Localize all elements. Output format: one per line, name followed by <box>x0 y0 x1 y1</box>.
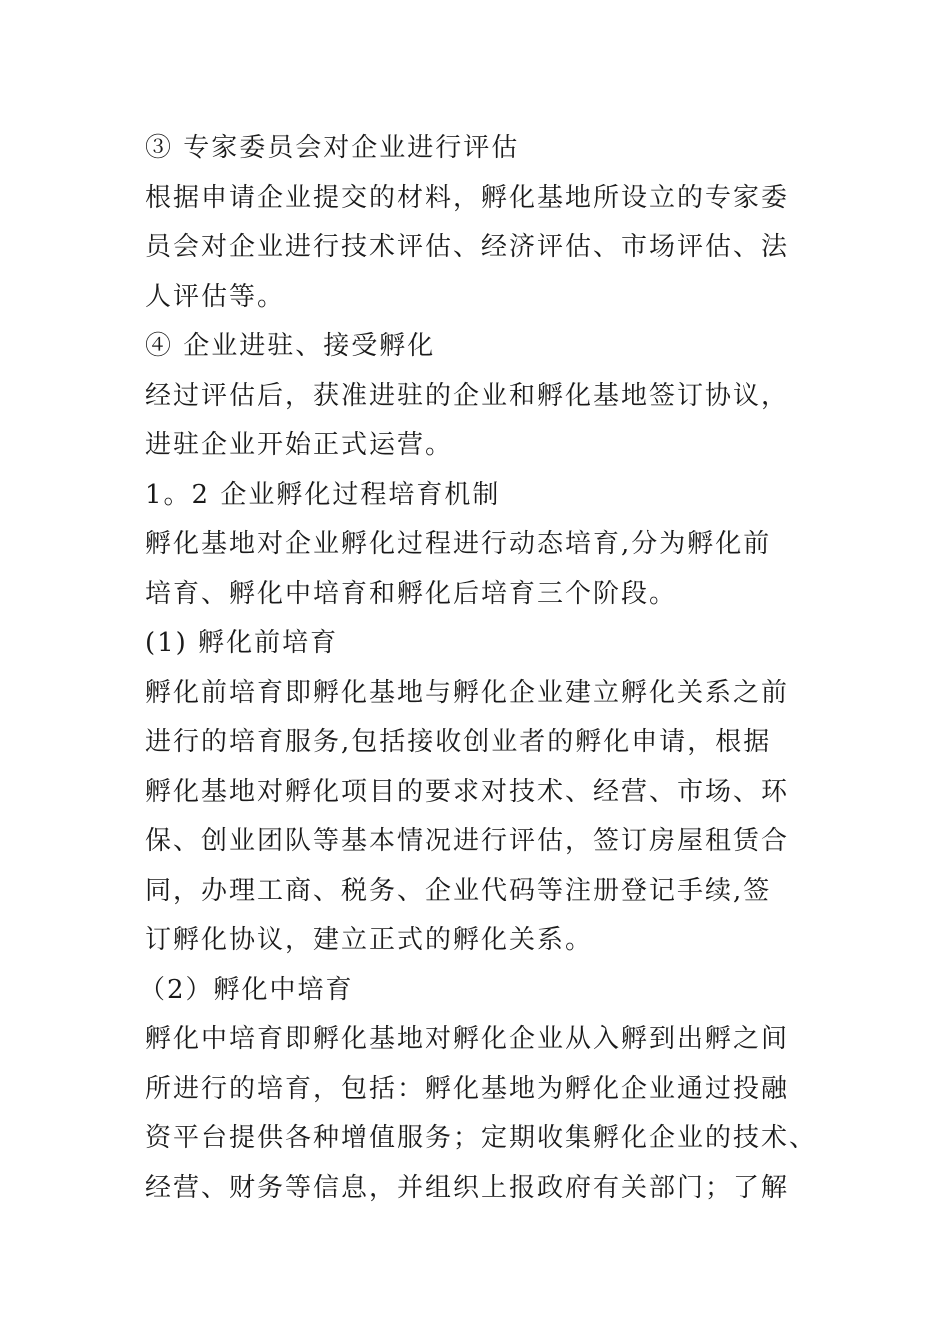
paragraph-line: 资平台提供各种增值服务；定期收集孵化企业的技术、 <box>145 1123 818 1153</box>
paragraph-line: 进驻企业开始正式运营。 <box>145 430 454 460</box>
paragraph-line: 经营、财务等信息，并组织上报政府有关部门；了解 <box>145 1172 790 1203</box>
paragraph-line: 订孵化协议，建立正式的孵化关系。 <box>145 925 594 955</box>
paragraph-line: 孵化中培育即孵化基地对孵化企业从入孵到出孵之间 <box>145 1024 790 1054</box>
paragraph-line: 同，办理工商、税务、企业代码等注册登记手续,签 <box>145 875 772 906</box>
heading-expert-evaluation: ③ 专家委员会对企业进行评估 <box>145 133 520 163</box>
paragraph-line: 所进行的培育，包括：孵化基地为孵化企业通过投融 <box>145 1073 790 1104</box>
paragraph-line: 根据申请企业提交的材料，孵化基地所设立的专家委 <box>145 182 790 213</box>
paragraph-line: 孵化前培育即孵化基地与孵化企业建立孵化关系之前 <box>145 677 790 708</box>
body-text <box>139 124 835 1213</box>
paragraph-line: 进行的培育服务,包括接收创业者的孵化申请，根据 <box>145 727 772 757</box>
paragraph-line: 孵化基地对企业孵化过程进行动态培育,分为孵化前 <box>145 529 772 559</box>
paragraph-line: 经过评估后，获准进驻的企业和孵化基地签订协议， <box>145 380 790 411</box>
heading-enterprise-entry: ④ 企业进驻、接受孵化 <box>145 331 436 361</box>
subheading-pre-incubation: (1) 孵化前培育 <box>145 628 339 658</box>
paragraph-line: 培育、孵化中培育和孵化后培育三个阶段。 <box>145 578 678 609</box>
paragraph-line: 孵化基地对孵化项目的要求对技术、经营、市场、环 <box>145 776 790 807</box>
paragraph-line: 人评估等。 <box>145 281 286 312</box>
section-heading-1-2: 1。2 企业孵化过程培育机制 <box>145 479 501 510</box>
subheading-mid-incubation: （2）孵化中培育 <box>139 974 354 1005</box>
paragraph-line: 保、创业团队等基本情况进行评估，签订房屋租赁合 <box>145 826 790 856</box>
paragraph-line: 员会对企业进行技术评估、经济评估、市场评估、法 <box>145 232 790 262</box>
